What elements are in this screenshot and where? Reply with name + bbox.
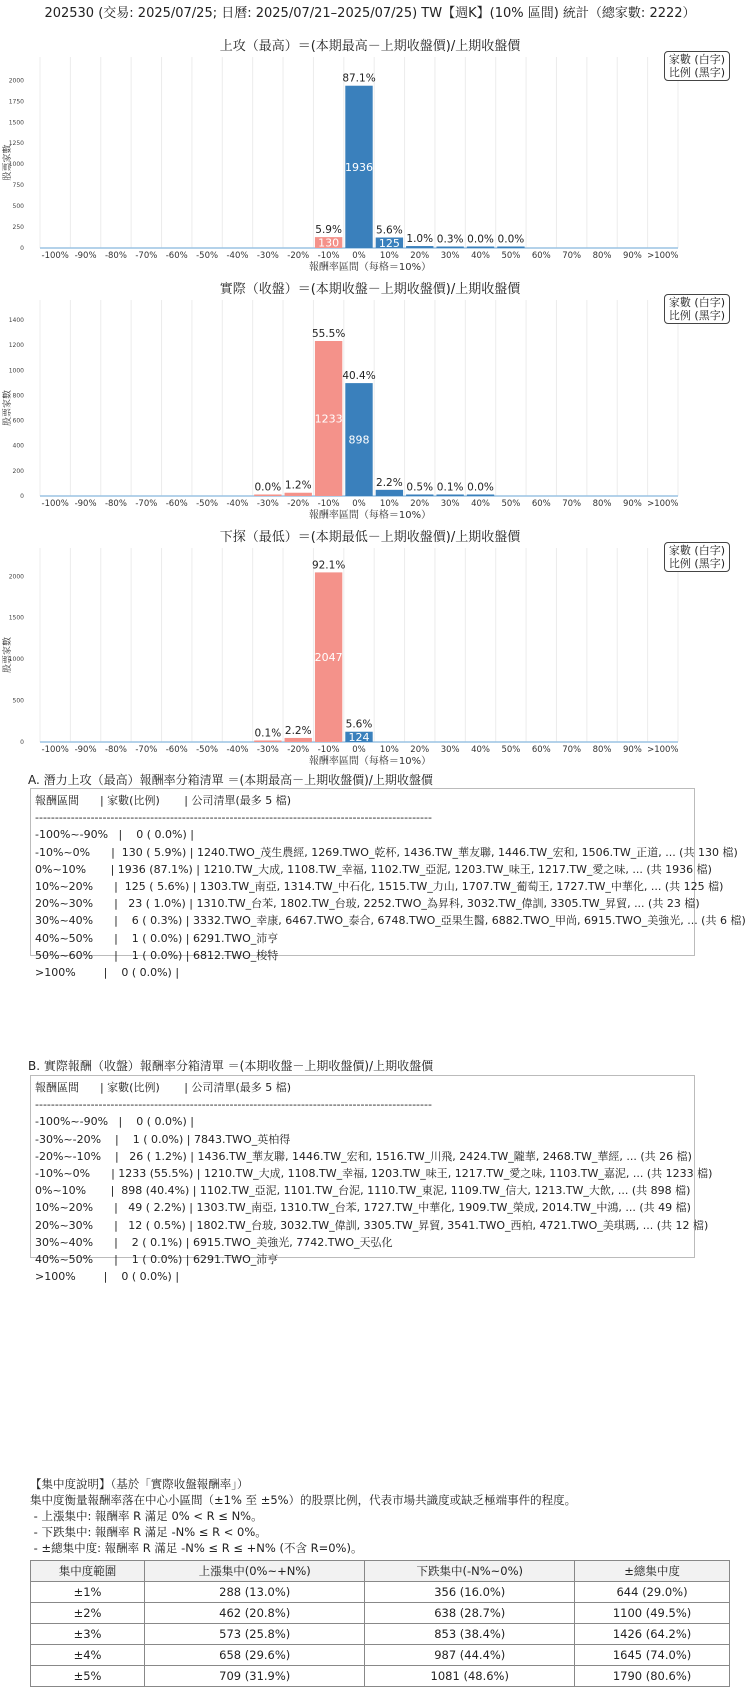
x-tick-label: 0%: [352, 251, 366, 261]
x-tick-label: 40%: [471, 251, 490, 261]
table-header-cell: 上漲集中(0%~+N%): [145, 1561, 365, 1582]
legend-box: [664, 51, 730, 81]
chart-title: 上攻（最高）＝(本期最高－上期收盤價)/上期收盤價: [219, 39, 521, 54]
bar-count-label: 130: [318, 236, 340, 250]
chart-close-svg: [0, 278, 740, 523]
x-tick-label: 90%: [622, 499, 642, 509]
table-cell: 644 (29.0%): [575, 1582, 730, 1603]
page-title: 202530 (交易: 2025/07/25; 日曆: 2025/07/21–2025/07/25) TW【週K】(10% 區間) 統計（總家數: 2222）: [44, 6, 696, 21]
y-tick-label: 250: [12, 224, 24, 232]
list-line: 20%~30% | 12 ( 0.5%) | 1802.TW_台玻, 3032.TW_偉訓, 3305.TW_昇貿, 3541.TWO_西柏, 4721.TWO_美琪瑪, ... (共 12 檔): [35, 1218, 709, 1232]
bar-pct-label: 0.1%: [254, 727, 282, 740]
concentration-table: [30, 1560, 730, 1687]
legend-line-count: 家數 (白字): [668, 544, 725, 557]
y-tick-label: 400: [12, 442, 24, 450]
list-line: 報酬區間 | 家數(比例) | 公司清單(最多 5 檔): [35, 1081, 292, 1094]
bar-pct-label: 0.1%: [436, 481, 464, 494]
table-cell: 288 (13.0%): [145, 1582, 365, 1603]
y-tick-label: 1500: [8, 119, 24, 127]
y-tick-label: 0: [20, 493, 24, 500]
x-tick-label: -100%: [41, 499, 69, 509]
chart-title: 實際（收盤）＝(本期收盤－上期收盤價)/上期收盤價: [219, 282, 521, 297]
table-row: [31, 1645, 730, 1666]
note-heading: 【集中度說明】（基於「實際收盤報酬率」）: [30, 1477, 249, 1491]
bar-pct-label: 1.2%: [284, 479, 312, 492]
table-header-row: [31, 1561, 730, 1582]
section-b-list: [30, 1075, 713, 1284]
x-tick-label: -20%: [287, 499, 310, 509]
list-line: 10%~20% | 49 ( 2.2%) | 1303.TW_南亞, 1310.TW_台苯, 1727.TW_中華化, 1909.TW_榮成, 2014.TW_中鴻, ... (共 49 檔): [35, 1201, 691, 1215]
x-tick-label: -60%: [165, 251, 188, 261]
list-line: 50%~60% | 1 ( 0.0%) | 6812.TWO_梭特: [35, 948, 279, 962]
chart-title: 下探（最低）＝(本期最低－上期收盤價)/上期收盤價: [219, 530, 521, 545]
list-line: 40%~50% | 1 ( 0.0%) | 6291.TWO_沛亨: [35, 1253, 279, 1267]
legend-line-count: 家數 (白字): [668, 296, 725, 309]
x-tick-label: -30%: [256, 745, 279, 755]
y-tick-label: 500: [12, 697, 24, 705]
chart-low-svg: [0, 526, 740, 769]
chart-low: [0, 526, 740, 769]
table-cell: 1426 (64.2%): [575, 1624, 730, 1645]
x-tick-label: -50%: [196, 745, 219, 755]
x-tick-label: 30%: [440, 251, 460, 261]
x-tick-label: 20%: [410, 251, 430, 261]
x-tick-label: 80%: [592, 745, 612, 755]
bar-pct-label: 0.0%: [467, 233, 494, 246]
legend-line-ratio: 比例 (黑字): [668, 309, 725, 322]
bar-pct-label: 1.0%: [406, 233, 434, 246]
x-tick-label: -60%: [165, 745, 188, 755]
bar-pct-label: 55.5%: [311, 327, 346, 340]
table-header-cell: 集中度範圍: [31, 1561, 145, 1582]
x-tick-label: -60%: [165, 499, 188, 509]
x-tick-label: 60%: [531, 499, 551, 509]
x-tick-label: -10%: [317, 251, 340, 261]
list-line: 30%~40% | 6 ( 0.3%) | 3332.TWO_幸康, 6467.TWO_泰合, 6748.TWO_亞果生醫, 6882.TWO_甲尚, 6915.TWO_美強光, ... (共 6 檔): [35, 914, 746, 928]
section-a-title: A. 潛力上攻（最高）報酬率分箱清單 ＝(本期最高－上期收盤價)/上期收盤價: [28, 773, 433, 787]
x-tick-label: -100%: [41, 251, 69, 261]
table-header-cell: ±總集中度: [575, 1561, 730, 1582]
legend-line-ratio: 比例 (黑字): [668, 66, 725, 79]
x-tick-label: 20%: [410, 745, 430, 755]
table-cell: 638 (28.7%): [365, 1603, 575, 1624]
bar-pct-label: 87.1%: [342, 72, 376, 85]
bar-pct-label: 5.6%: [376, 224, 403, 237]
table-row: [31, 1582, 730, 1603]
table-cell: 658 (29.6%): [145, 1645, 365, 1666]
x-axis-label: 報酬率區間（每格＝10%）: [308, 262, 432, 273]
bar-count-label: 1936: [345, 160, 373, 174]
table-cell: 1645 (74.0%): [575, 1645, 730, 1666]
list-line: ----------------------------------------------------------------------------------------------------: [35, 811, 432, 825]
section-a-list: [30, 788, 746, 980]
table-cell: 356 (16.0%): [365, 1582, 575, 1603]
x-axis-label: 報酬率區間（每格＝10%）: [308, 510, 432, 521]
x-tick-label: 60%: [531, 251, 551, 261]
x-tick-label: 50%: [501, 251, 521, 261]
chart-high-svg: [0, 35, 740, 275]
table-cell: ±2%: [31, 1603, 145, 1624]
list-line: >100% | 0 ( 0.0%) |: [35, 1270, 180, 1284]
y-tick-label: 1200: [8, 342, 24, 350]
note-line: - 上漲集中: 報酬率 R 滿足 0% < R ≤ N%。: [30, 1509, 263, 1523]
list-line: 0%~10% | 1936 (87.1%) | 1210.TW_大成, 1108.TW_幸福, 1102.TW_亞泥, 1203.TW_味王, 1217.TW_愛之味, ... (共 1936 檔): [35, 862, 712, 876]
x-tick-label: 60%: [531, 745, 551, 755]
table-cell: ±5%: [31, 1666, 145, 1687]
bar-pct-label: 0.3%: [436, 233, 464, 246]
bar-pct-label: 5.9%: [315, 224, 342, 237]
x-axis-label: 報酬率區間（每格＝10%）: [308, 756, 432, 767]
bar-20%: [406, 494, 433, 496]
x-tick-label: 0%: [352, 745, 366, 755]
x-tick-label: -70%: [135, 251, 158, 261]
y-tick-label: 0: [20, 245, 24, 252]
legend-box: [664, 294, 730, 324]
x-tick-label: >100%: [647, 499, 679, 509]
table-cell: ±4%: [31, 1645, 145, 1666]
bar--20%: [285, 493, 312, 496]
x-tick-label: 0%: [352, 499, 366, 509]
table-cell: 987 (44.4%): [365, 1645, 575, 1666]
x-tick-label: -10%: [317, 499, 340, 509]
table-row: [31, 1603, 730, 1624]
x-tick-label: -40%: [226, 499, 249, 509]
note-line: 集中度衡量報酬率落在中心小區間（±1% 至 ±5%）的股票比例，代表市場共識度或缺乏極端事件的程度。: [30, 1493, 577, 1507]
list-line: 30%~40% | 2 ( 0.1%) | 6915.TWO_美強光, 7742.TWO_天弘化: [35, 1235, 393, 1249]
y-tick-label: 1750: [8, 98, 24, 106]
table-header-cell: 下跌集中(-N%~0%): [365, 1561, 575, 1582]
chart-high: [0, 35, 740, 275]
x-tick-label: -40%: [226, 251, 249, 261]
y-tick-label: 1400: [8, 317, 24, 324]
x-tick-label: -20%: [287, 745, 310, 755]
x-tick-label: -70%: [135, 745, 158, 755]
table-cell: ±1%: [31, 1582, 145, 1603]
x-tick-label: 90%: [622, 251, 642, 261]
y-tick-label: 500: [12, 203, 24, 211]
list-line: -100%~-90% | 0 ( 0.0%) |: [35, 1115, 194, 1129]
x-tick-label: -90%: [74, 251, 97, 261]
y-axis-label: 股票家數: [3, 389, 13, 427]
bar-20%: [406, 246, 433, 248]
table-row: [31, 1624, 730, 1645]
bar-count-label: 124: [348, 730, 370, 744]
x-tick-label: >100%: [647, 745, 679, 755]
table-cell: 1081 (48.6%): [365, 1666, 575, 1687]
bar-pct-label: 2.2%: [376, 476, 403, 489]
table-cell: 573 (25.8%): [145, 1624, 365, 1645]
x-tick-label: 70%: [562, 251, 582, 261]
bar-count-label: 1233: [314, 412, 343, 426]
list-line: >100% | 0 ( 0.0%) |: [35, 966, 180, 980]
table-cell: 709 (31.9%): [145, 1666, 365, 1687]
table-cell: 1100 (49.5%): [575, 1603, 730, 1624]
y-tick-label: 200: [12, 467, 24, 475]
x-tick-label: 20%: [410, 499, 430, 509]
bar-count-label: 898: [348, 433, 370, 447]
table-cell: 1790 (80.6%): [575, 1666, 730, 1687]
x-tick-label: -90%: [74, 499, 97, 509]
x-tick-label: -40%: [226, 745, 249, 755]
list-line: -30%~-20% | 1 ( 0.0%) | 7843.TWO_英柏得: [35, 1132, 291, 1146]
x-tick-label: 80%: [592, 499, 612, 509]
table-cell: 462 (20.8%): [145, 1603, 365, 1624]
y-tick-label: 800: [12, 392, 24, 400]
x-tick-label: 30%: [440, 745, 460, 755]
list-line: 報酬區間 | 家數(比例) | 公司清單(最多 5 檔): [35, 794, 292, 807]
x-tick-label: 10%: [379, 251, 399, 261]
x-tick-label: 30%: [440, 499, 460, 509]
list-line: 0%~10% | 898 (40.4%) | 1102.TW_亞泥, 1101.TW_台泥, 1110.TW_東泥, 1109.TW_信大, 1213.TW_大飲, ... (共 898 檔): [35, 1184, 691, 1198]
list-line: -20%~-10% | 26 ( 1.2%) | 1436.TW_華友聯, 1446.TW_宏和, 1516.TW_川飛, 2424.TW_隴華, 2468.TW_華經, ... (共 26 檔): [35, 1149, 692, 1163]
x-tick-label: -50%: [196, 251, 219, 261]
x-tick-label: 90%: [622, 745, 642, 755]
x-tick-label: 10%: [379, 745, 399, 755]
x-tick-label: -80%: [104, 745, 127, 755]
y-tick-label: 750: [12, 182, 24, 190]
list-line: -10%~0% | 1233 (55.5%) | 1210.TW_大成, 1108.TW_幸福, 1203.TW_味王, 1217.TW_愛之味, 1103.TW_嘉泥, ... (共 1233 檔): [35, 1167, 713, 1181]
bar--20%: [285, 738, 312, 742]
y-tick-label: 1000: [8, 656, 24, 664]
bar-40%: [467, 247, 494, 249]
bar-count-label: 2047: [314, 651, 343, 665]
y-axis-label: 股票家數: [3, 144, 13, 181]
x-tick-label: -30%: [256, 251, 279, 261]
x-tick-label: 40%: [471, 745, 490, 755]
x-tick-label: -70%: [135, 499, 158, 509]
table-row: [31, 1666, 730, 1687]
chart-close: [0, 278, 740, 523]
bar-10%: [376, 490, 403, 496]
bar-pct-label: 0.0%: [254, 481, 282, 494]
x-tick-label: 40%: [471, 499, 490, 509]
table-cell: 853 (38.4%): [365, 1624, 575, 1645]
legend-box: [664, 542, 730, 572]
bar-pct-label: 92.1%: [311, 559, 346, 572]
bar-50%: [497, 247, 524, 249]
legend-line-ratio: 比例 (黑字): [668, 557, 725, 570]
x-tick-label: >100%: [647, 251, 679, 261]
x-tick-label: -100%: [41, 745, 69, 755]
note-line: - ±總集中度: 報酬率 R 滿足 -N% ≤ R ≤ +N% (不含 R=0%)。: [30, 1541, 363, 1555]
y-tick-label: 0: [20, 739, 24, 746]
concentration-note: [30, 1476, 576, 1556]
list-line: 10%~20% | 125 ( 5.6%) | 1303.TW_南亞, 1314.TW_中石化, 1515.TW_力山, 1707.TW_葡萄王, 1727.TW_中華化, ... (共 125 檔): [35, 880, 724, 894]
bar-pct-label: 0.0%: [497, 233, 525, 246]
list-line: -10%~0% | 130 ( 5.9%) | 1240.TWO_茂生農經, 1269.TWO_乾杯, 1436.TW_華友聯, 1446.TW_宏和, 1506.TW_正道, ... (共 130 檔): [35, 845, 738, 859]
bar-count-label: 125: [378, 236, 400, 250]
y-tick-label: 1500: [8, 614, 24, 622]
bar--30%: [254, 741, 281, 743]
y-axis-label: 股票家數: [3, 636, 13, 674]
list-line: -100%~-90% | 0 ( 0.0%) |: [35, 828, 194, 842]
bar-pct-label: 2.2%: [284, 724, 312, 737]
bar--30%: [254, 495, 281, 497]
bar-pct-label: 40.4%: [342, 370, 376, 383]
x-tick-label: -10%: [317, 745, 340, 755]
y-tick-label: 1000: [8, 367, 24, 375]
x-tick-label: 10%: [379, 499, 399, 509]
x-tick-label: -20%: [287, 251, 310, 261]
y-tick-label: 600: [12, 417, 24, 425]
x-tick-label: -30%: [256, 499, 279, 509]
bar-pct-label: 0.0%: [467, 481, 494, 494]
bar-pct-label: 0.5%: [406, 481, 434, 494]
x-tick-label: -50%: [196, 499, 219, 509]
legend-line-count: 家數 (白字): [668, 53, 725, 66]
bar-pct-label: 5.6%: [345, 718, 373, 731]
x-tick-label: 80%: [592, 251, 612, 261]
y-tick-label: 2000: [8, 77, 24, 85]
x-tick-label: 50%: [501, 499, 521, 509]
table-cell: ±3%: [31, 1624, 145, 1645]
y-tick-label: 1000: [8, 161, 24, 169]
bar-40%: [467, 495, 494, 497]
list-line: 40%~50% | 1 ( 0.0%) | 6291.TWO_沛亨: [35, 931, 279, 945]
y-tick-label: 2000: [8, 573, 24, 581]
x-tick-label: -80%: [104, 251, 127, 261]
x-tick-label: 70%: [562, 745, 582, 755]
section-b-title: B. 實際報酬（收盤）報酬率分箱清單 ＝(本期收盤－上期收盤價)/上期收盤價: [28, 1059, 434, 1073]
x-tick-label: 50%: [501, 745, 521, 755]
x-tick-label: -80%: [104, 499, 127, 509]
x-tick-label: 70%: [562, 499, 582, 509]
bar-30%: [436, 247, 463, 249]
y-tick-label: 1250: [8, 140, 24, 148]
list-line: 20%~30% | 23 ( 1.0%) | 1310.TW_台苯, 1802.TW_台玻, 2252.TWO_為昇科, 3032.TW_偉訓, 3305.TW_昇貿, ... (共 23 檔): [35, 897, 700, 911]
x-tick-label: -90%: [74, 745, 97, 755]
list-line: ----------------------------------------------------------------------------------------------------: [35, 1098, 432, 1112]
note-line: - 下跌集中: 報酬率 R 滿足 -N% ≤ R < 0%。: [30, 1525, 267, 1539]
bar-30%: [436, 495, 463, 497]
